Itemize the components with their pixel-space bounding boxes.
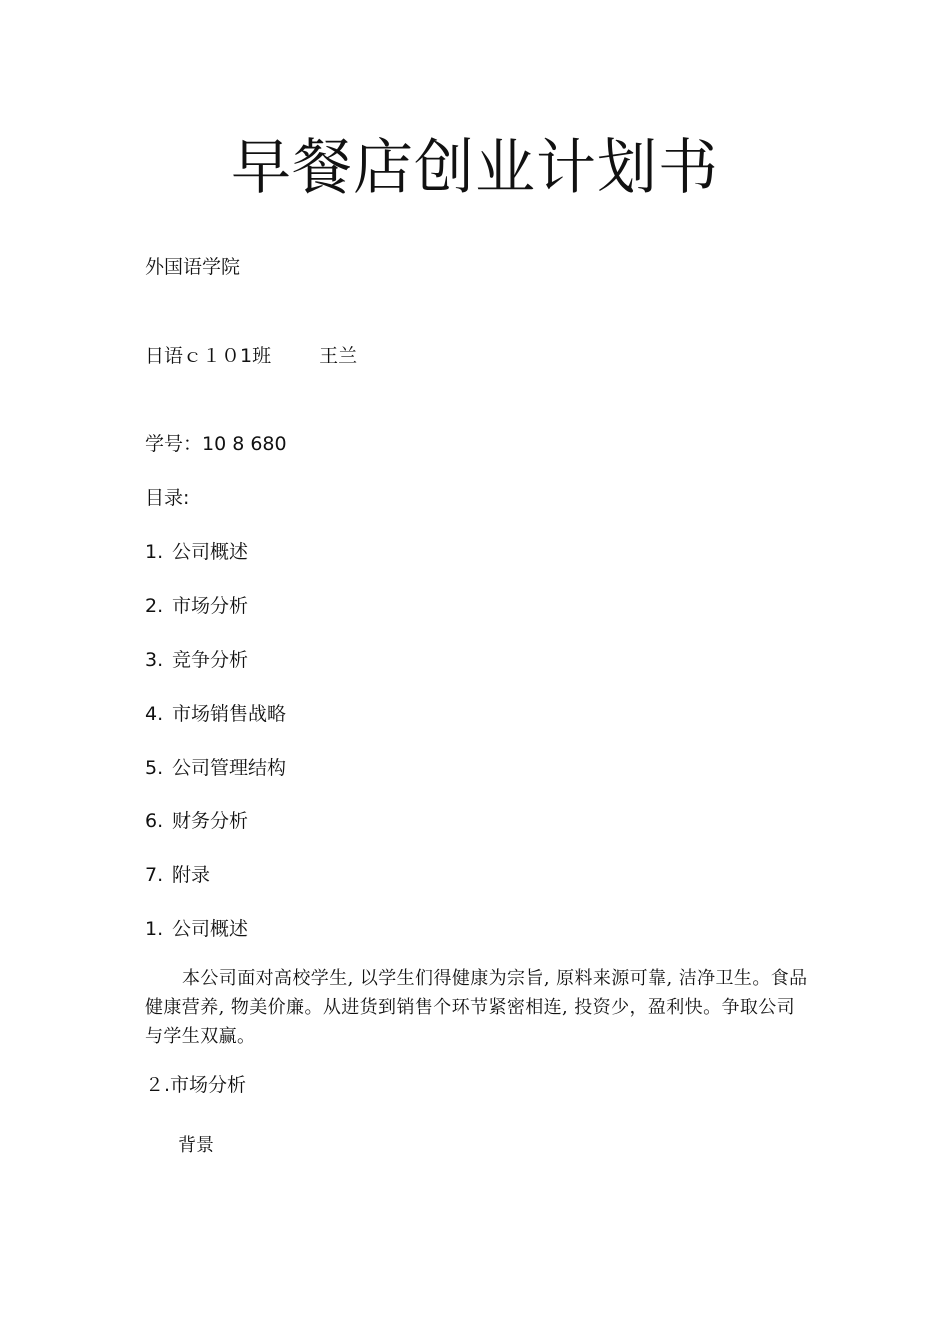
toc-item-number: 2. <box>145 595 164 617</box>
section-heading: ２.市场分析 <box>145 1074 247 1096</box>
section-title: 公司概述 <box>172 918 249 940</box>
subsection-heading: 背景 <box>178 1135 214 1156</box>
toc-item-number: 7. <box>145 864 164 886</box>
school-name: 外国语学院 <box>145 256 241 278</box>
toc-item-label: 财务分析 <box>172 810 249 832</box>
document-title: 早餐店创业计划书 <box>231 133 719 203</box>
toc-item-number: 6. <box>145 810 164 832</box>
toc-item-number: 3. <box>145 649 164 671</box>
toc-item <box>145 807 248 835</box>
toc-item-number: 5. <box>145 757 164 779</box>
student-id: 学号：10 8 680 <box>145 433 287 455</box>
toc-item <box>145 538 248 566</box>
class-name: 日语ｃ１０1班 <box>145 345 272 367</box>
toc-heading: 目录: <box>145 487 190 509</box>
class-line <box>145 342 357 370</box>
student-name: 王兰 <box>319 345 358 367</box>
toc-item-label: 竞争分析 <box>172 649 249 671</box>
section-heading <box>145 915 248 943</box>
toc-item <box>145 592 248 620</box>
toc-item-label: 市场销售战略 <box>172 703 287 725</box>
toc-item <box>145 700 286 728</box>
toc-item-label: 附录 <box>172 864 211 886</box>
toc-item <box>145 646 248 674</box>
toc-item-number: 4. <box>145 703 164 725</box>
toc-item-label: 公司概述 <box>172 541 249 563</box>
toc-item-number: 1. <box>145 541 164 563</box>
toc-item-label: 公司管理结构 <box>172 757 287 779</box>
section-number: 1. <box>145 918 164 940</box>
toc-item-label: 市场分析 <box>172 595 249 617</box>
toc-item <box>145 861 210 889</box>
toc-item <box>145 754 286 782</box>
section-paragraph: 本公司面对高校学生, 以学生们得健康为宗旨, 原料来源可靠, 洁净卫生。食品健康营养, 物美价廉。从进货到销售个环节紧密相连, 投资少，盈利快。争取公司与学生双赢。 <box>145 968 808 1047</box>
